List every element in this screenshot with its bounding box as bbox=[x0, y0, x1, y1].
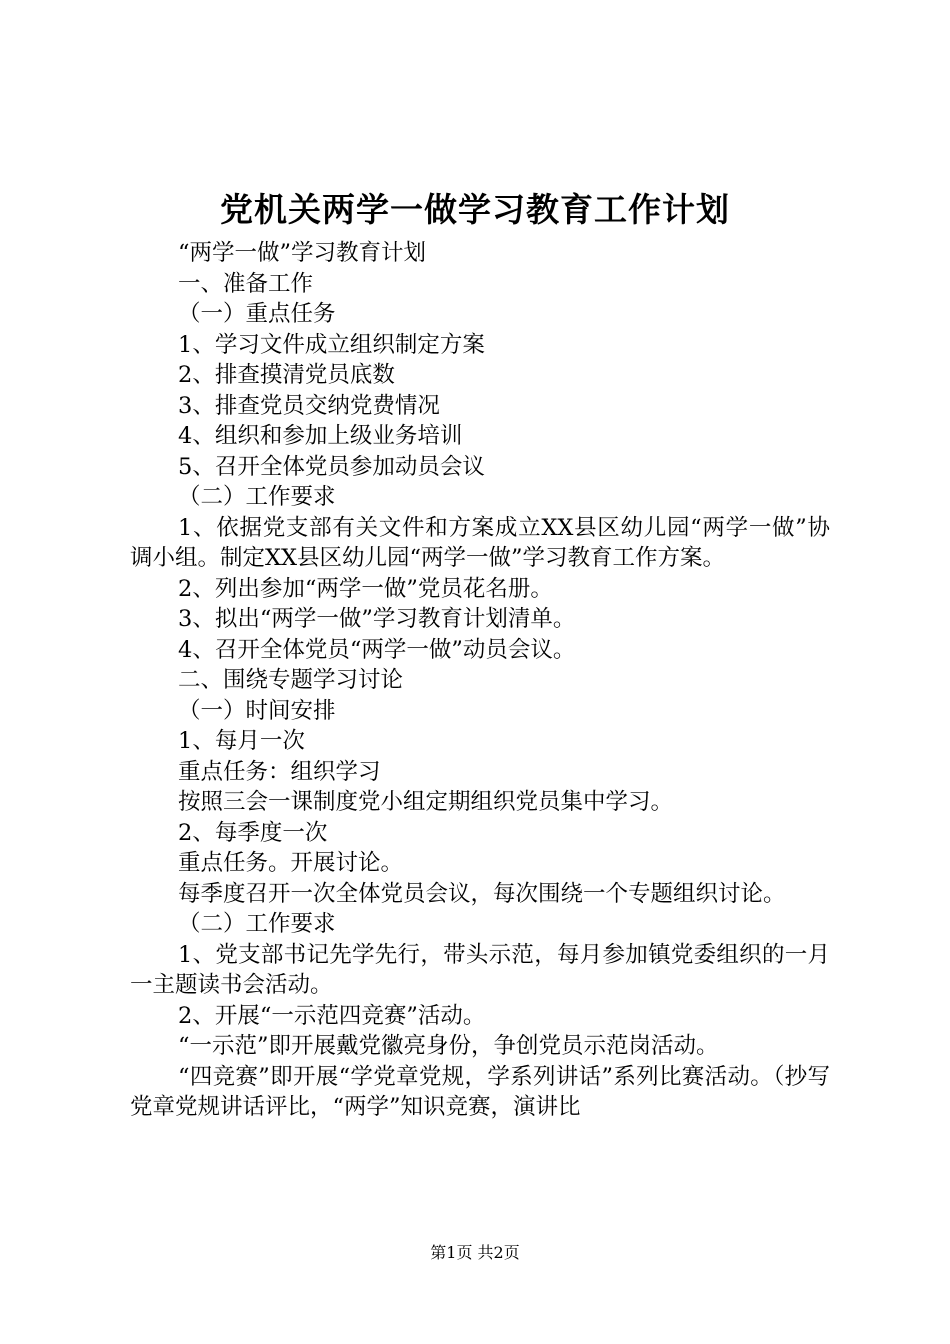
subsection-heading: （一）时间安排 bbox=[178, 697, 336, 724]
list-item: 4、组织和参加上级业务培训 bbox=[178, 423, 463, 449]
list-item: 1、每月一次 bbox=[178, 728, 305, 754]
list-item: 2、列出参加“两学一做”党员花名册。 bbox=[178, 575, 553, 602]
document-title: 党机关两学一做学习教育工作计划 bbox=[220, 190, 730, 229]
paragraph: 重点任务：组织学习 bbox=[178, 758, 381, 785]
subsection-heading: （二）工作要求 bbox=[178, 911, 336, 937]
paragraph: 按照三会一课制度党小组定期组织党员集中学习。 bbox=[178, 789, 674, 815]
list-item: 3、拟出“两学一做”学习教育计划清单。 bbox=[178, 606, 576, 632]
page-footer: 第1页 共2页 bbox=[430, 1243, 520, 1262]
paragraph: 1、党支部书记先学先行，带头示范，每月参加镇党委组织的一月一主题读书会活动。 bbox=[130, 941, 830, 998]
list-item: 5、召开全体党员参加动员会议 bbox=[178, 453, 485, 480]
paragraph: 重点任务。开展讨论。 bbox=[178, 850, 404, 876]
paragraph: 每季度召开一次全体党员会议，每次围绕一个专题组织讨论。 bbox=[178, 880, 786, 907]
paragraph: “两学一做”学习教育计划 bbox=[178, 240, 427, 266]
list-item: 1、学习文件成立组织制定方案 bbox=[178, 331, 485, 358]
document-body bbox=[130, 238, 830, 1123]
list-item: 3、排查党员交纳党费情况 bbox=[178, 392, 440, 419]
list-item: 2、排查摸清党员底数 bbox=[178, 362, 395, 388]
subsection-heading: （二）工作要求 bbox=[178, 484, 336, 510]
paragraph: 1、依据党支部有关文件和方案成立XX县区幼儿园“两学一做”协调小组。制定XX县区幼儿园“两学一做”学习教育工作方案。 bbox=[130, 514, 830, 571]
section-heading: 一、准备工作 bbox=[178, 270, 314, 297]
list-item: 2、开展“一示范四竞赛”活动。 bbox=[178, 1002, 486, 1029]
section-heading: 二、围绕专题学习讨论 bbox=[178, 667, 404, 693]
list-item: 4、召开全体党员“两学一做”动员会议。 bbox=[178, 636, 576, 663]
paragraph: “四竞赛”即开展“学党章党规，学系列讲话”系列比赛活动。（抄写党章党规讲话评比，“两学”知识竞赛，演讲比 bbox=[130, 1063, 830, 1120]
list-item: 2、每季度一次 bbox=[178, 819, 328, 846]
paragraph: “一示范”即开展戴党徽亮身份，争创党员示范岗活动。 bbox=[178, 1033, 719, 1059]
subsection-heading: （一）重点任务 bbox=[178, 301, 336, 327]
